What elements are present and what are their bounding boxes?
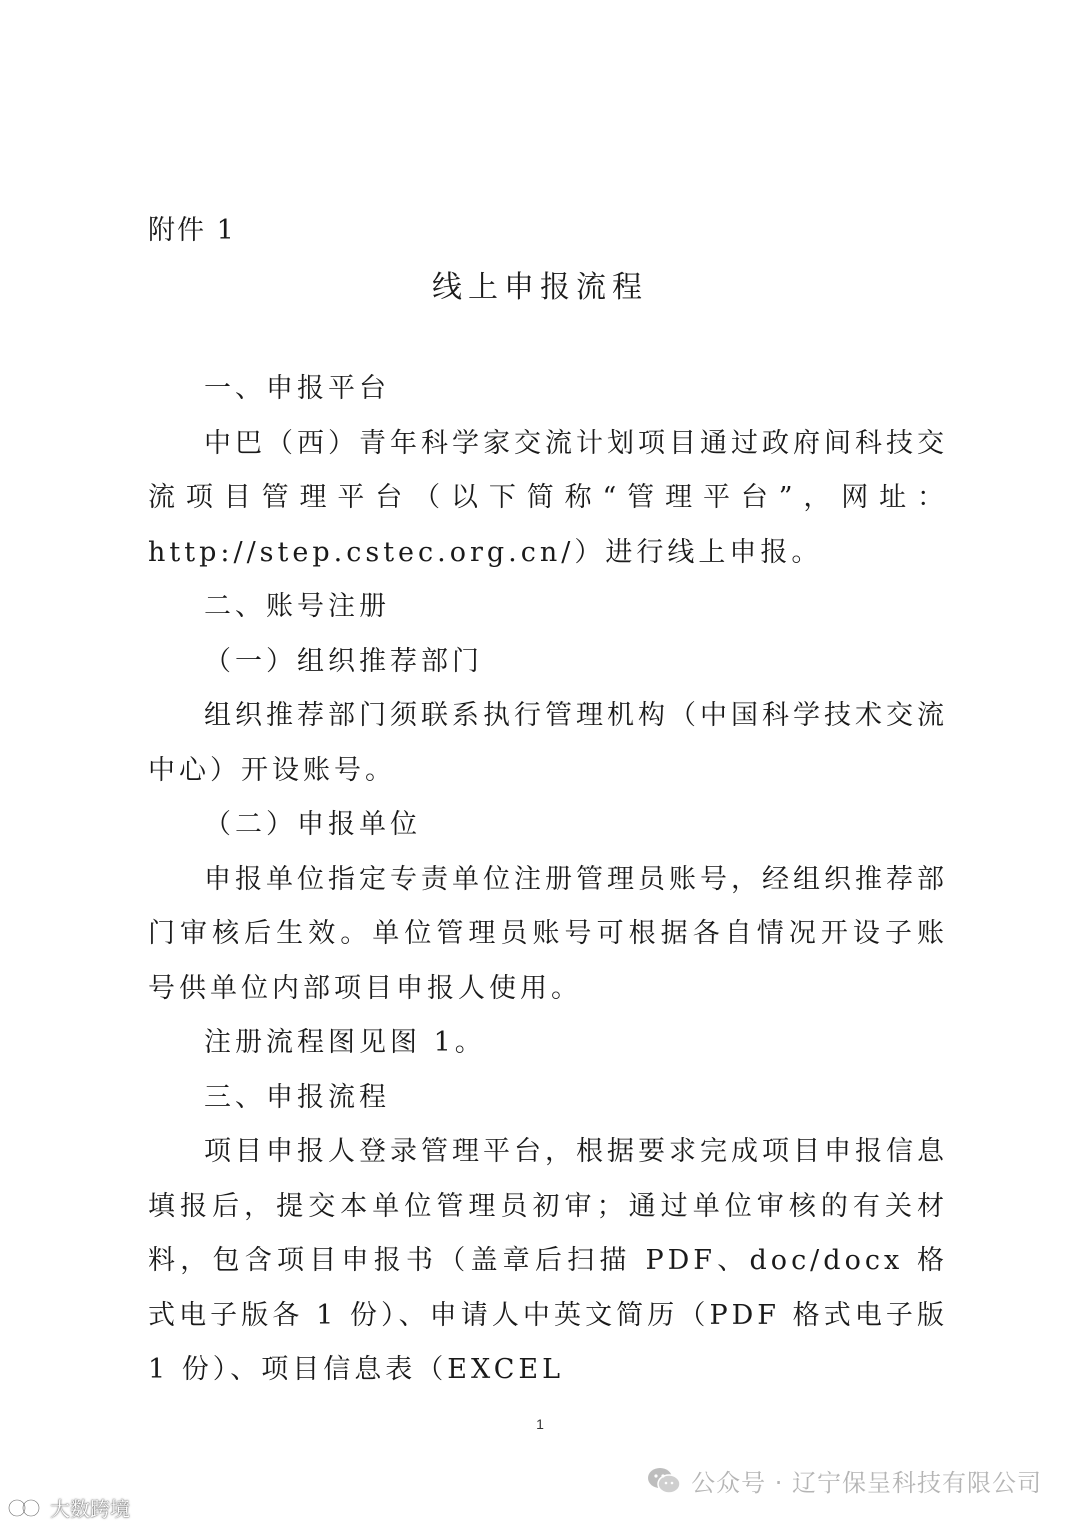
body-paragraph: 申报单位指定专责单位注册管理员账号，经组织推荐部门审核后生效。单位管理员账号可根据各自情况开设子账号供单位内部项目申报人使用。 — [148, 863, 948, 1004]
document-title: 线上申报流程 — [432, 270, 648, 305]
wechat-icon — [647, 1467, 681, 1495]
document-body — [148, 362, 948, 1398]
body-paragraph: 中巴（西）青年科学家交流计划项目通过政府间科技交流项目管理平台（以下简称“管理平台”，网址：http://step.cstec.org.cn/）进行线上申报。 — [148, 427, 948, 568]
body-paragraph: 注册流程图见图 1。 — [204, 1027, 486, 1058]
page-number: 1 — [536, 1416, 544, 1432]
section-heading: 一、申报平台 — [204, 373, 390, 404]
wechat-watermark — [647, 1463, 1042, 1498]
attachment-label: 附件 1 — [148, 215, 236, 246]
brand-watermark — [6, 1493, 130, 1522]
body-paragraph: 组织推荐部门须联系执行管理机构（中国科学技术交流中心）开设账号。 — [148, 700, 948, 786]
section-heading: 三、申报流程 — [204, 1081, 390, 1113]
body-paragraph: 项目申报人登录管理平台，根据要求完成项目申报信息填报后，提交本单位管理员初审；通过单位审核的有关材料，包含项目申报书（盖章后扫描 PDF、doc/docx 格式电子版各 1 份）、申请人中英文简历（PDF 格式电子版 1 份）、项目信息表（EXCEL — [148, 1136, 948, 1385]
subsection-heading: （二）申报单位 — [204, 809, 421, 840]
logo-icon — [6, 1496, 46, 1520]
subsection-heading: （一）组织推荐部门 — [204, 645, 483, 677]
section-heading: 二、账号注册 — [204, 591, 390, 622]
wechat-watermark-text: 公众号 · 辽宁保呈科技有限公司 — [691, 1469, 1042, 1497]
brand-watermark-text: 大数跨境 — [50, 1497, 130, 1521]
